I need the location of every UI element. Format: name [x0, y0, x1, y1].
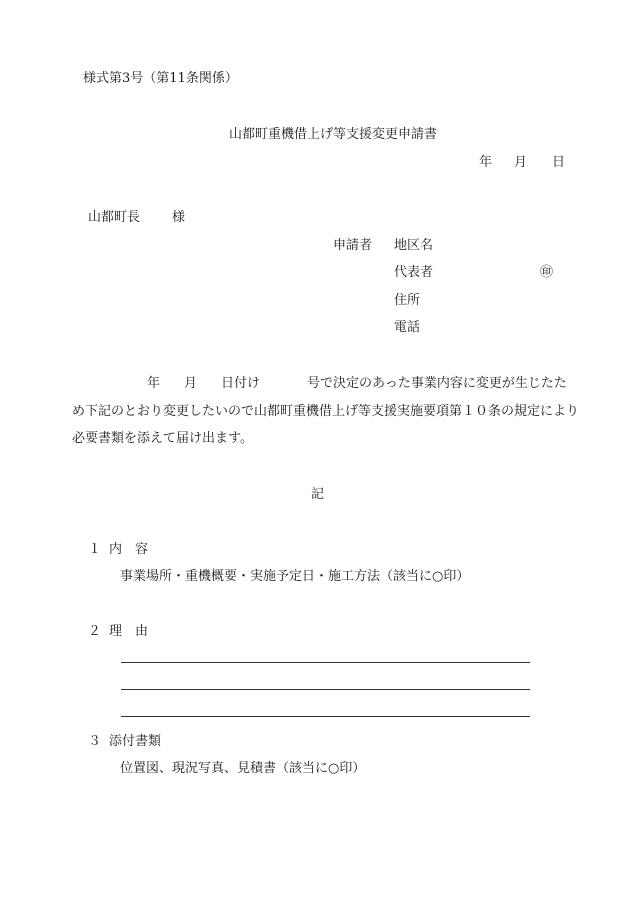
- item-3-label: 添付書類: [109, 734, 162, 749]
- item-1-number: １: [88, 542, 102, 557]
- body-line3: 必要書類を添えて届け出ます。: [72, 431, 253, 446]
- addressee-honorific: 様: [172, 210, 186, 225]
- district-label: 地区名: [394, 238, 434, 253]
- date-day-label: 日: [552, 155, 566, 170]
- item-1-detail: 事業場所・重機概要・実施予定日・施工方法（該当に○印）: [120, 569, 470, 584]
- form-number: 様式第3号（第11条関係）: [83, 71, 238, 86]
- applicant-label: 申請者: [333, 238, 373, 253]
- body-dated: 日付け: [221, 376, 261, 391]
- phone-label: 電話: [394, 320, 421, 335]
- item-3-number: ３: [88, 734, 102, 749]
- item-1-label: 内 容: [109, 542, 149, 557]
- addressee-name: 山都町長: [88, 210, 141, 225]
- item-2-label: 理 由: [109, 624, 149, 639]
- date-month-label: 月: [514, 155, 528, 170]
- reason-line-1[interactable]: [121, 662, 530, 663]
- address-label: 住所: [394, 293, 421, 308]
- item-3-detail: 位置図、現況写真、見積書（該当に○印）: [120, 761, 366, 776]
- ki-heading: 記: [311, 487, 325, 502]
- seal-mark: ㊞: [540, 265, 554, 280]
- item-2-number: ２: [88, 624, 102, 639]
- body-month: 月: [184, 376, 198, 391]
- body-line2: め下記のとおり変更したいので山都町重機借上げ等支援実施要項第１０条の規定により: [72, 404, 580, 419]
- reason-line-3[interactable]: [121, 716, 530, 717]
- reason-line-2[interactable]: [121, 689, 530, 690]
- date-year-label: 年: [479, 155, 493, 170]
- body-year: 年: [147, 376, 161, 391]
- representative-label: 代表者: [394, 265, 434, 280]
- document-title: 山都町重機借上げ等支援変更申請書: [229, 127, 438, 142]
- body-line1-text: 号で決定のあった事業内容に変更が生じたた: [307, 376, 567, 391]
